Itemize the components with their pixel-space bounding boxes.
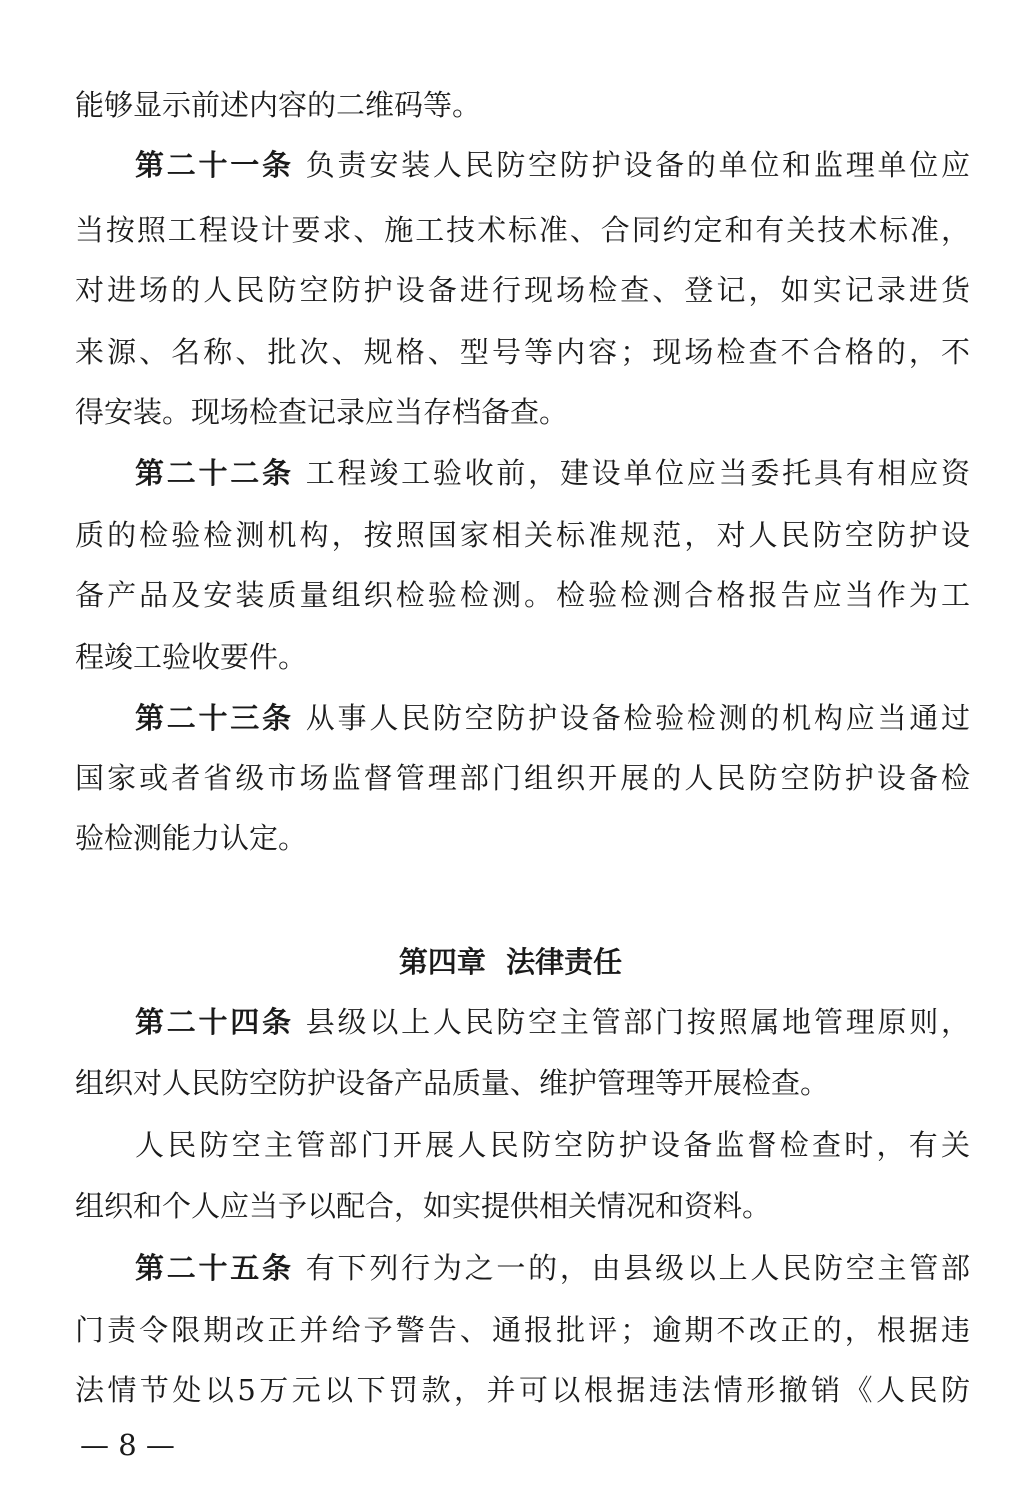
text-line: 门责令限期改正并给予警告、通报批评；逾期不改正的，根据违 bbox=[75, 1313, 970, 1347]
text-span: 工程竣工验收前，建设单位应当委托具有相应资 bbox=[305, 456, 970, 490]
text-line: 国家或者省级市场监督管理部门组织开展的人民防空防护设备检 bbox=[75, 761, 970, 795]
text-line: 法情节处以5万元以下罚款，并可以根据违法情形撤销《人民防 bbox=[75, 1373, 970, 1407]
text-line: 验检测能力认定。 bbox=[75, 821, 308, 855]
text-span: 有下列行为之一的，由县级以上人民防空主管部 bbox=[305, 1251, 970, 1285]
article-25-first-line bbox=[135, 1248, 970, 1288]
text-line: 组织对人民防空防护设备产品质量、维护管理等开展检查。 bbox=[75, 1066, 830, 1100]
article-heading: 第二十二条 bbox=[135, 456, 294, 490]
article-23-first-line bbox=[135, 698, 970, 738]
text-line: 得安装。现场检查记录应当存档备查。 bbox=[75, 395, 569, 429]
text-line: 来源、名称、批次、规格、型号等内容；现场检查不合格的，不 bbox=[75, 335, 970, 369]
text-line: 组织和个人应当予以配合，如实提供相关情况和资料。 bbox=[75, 1189, 772, 1223]
article-heading: 第二十四条 bbox=[135, 1005, 294, 1039]
article-heading: 第二十五条 bbox=[135, 1251, 294, 1285]
text-span: 县级以上人民防空主管部门按照属地管理原则， bbox=[305, 1005, 970, 1039]
article-heading: 第二十一条 bbox=[135, 148, 294, 182]
page-number: — 8 — bbox=[80, 1428, 175, 1462]
text-line: 质的检验检测机构，按照国家相关标准规范，对人民防空防护设 bbox=[75, 518, 970, 552]
article-heading: 第二十三条 bbox=[135, 701, 294, 735]
text-line: 人民防空主管部门开展人民防空防护设备监督检查时，有关 bbox=[135, 1128, 970, 1162]
article-21-first-line bbox=[135, 145, 970, 185]
text-line: 当按照工程设计要求、施工技术标准、合同约定和有关技术标准， bbox=[75, 213, 970, 247]
text-line: 备产品及安装质量组织检验检测。检验检测合格报告应当作为工 bbox=[75, 578, 970, 612]
article-24-first-line bbox=[135, 1002, 970, 1042]
text-line: 能够显示前述内容的二维码等。 bbox=[75, 88, 482, 122]
text-span: 负责安装人民防空防护设备的单位和监理单位应 bbox=[305, 148, 970, 182]
chapter-title: 第四章 法律责任 bbox=[398, 945, 623, 979]
text-line: 程竣工验收要件。 bbox=[75, 640, 308, 674]
text-span: 从事人民防空防护设备检验检测的机构应当通过 bbox=[305, 701, 970, 735]
article-22-first-line bbox=[135, 453, 970, 493]
text-line: 对进场的人民防空防护设备进行现场检查、登记，如实记录进货 bbox=[75, 273, 970, 307]
